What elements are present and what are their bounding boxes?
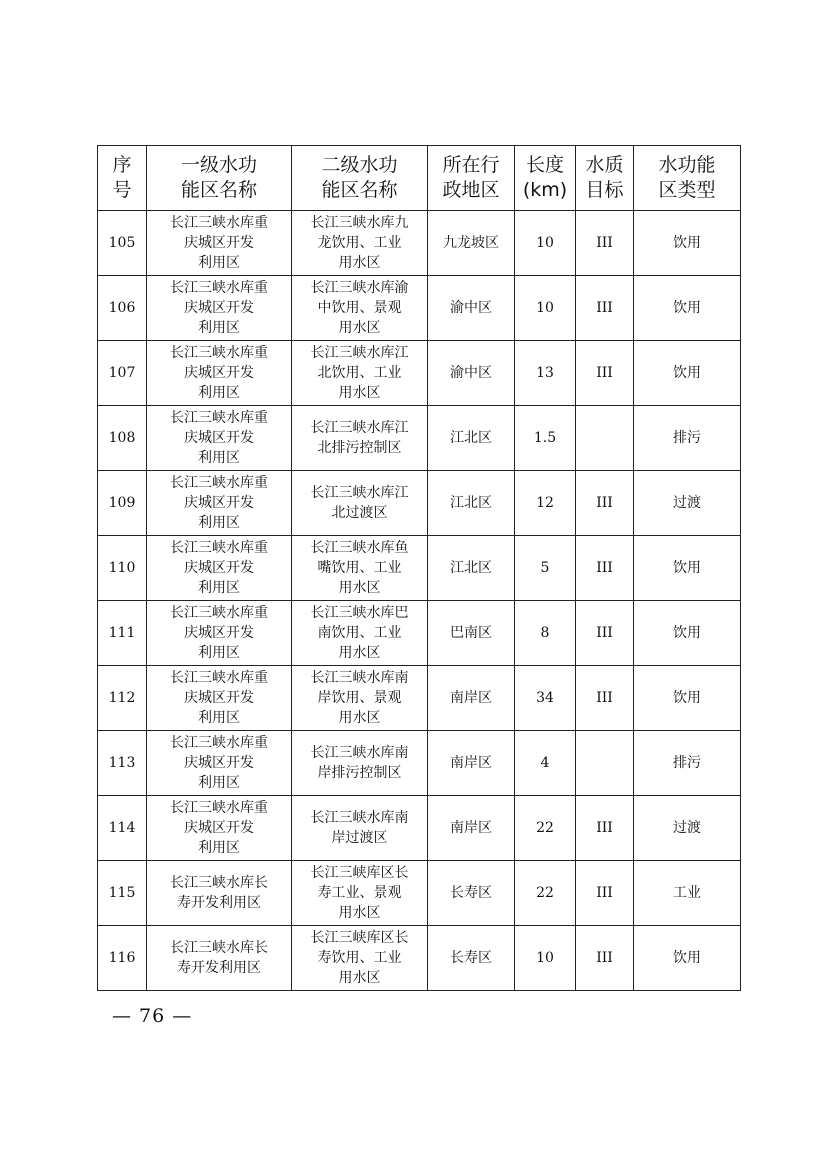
cell-level1-zone <box>147 861 292 926</box>
cell-length: 22 <box>515 861 576 926</box>
cell-level2-zone <box>292 536 428 601</box>
cell-level2-zone-line: 长江三峡水库九 <box>310 215 409 231</box>
cell-level1-zone-line: 长江三峡水库长 <box>170 940 268 956</box>
cell-serial-no: 113 <box>98 731 147 796</box>
cell-zone-type: 工业 <box>634 861 741 926</box>
cell-level2-zone <box>292 796 428 861</box>
cell-quality-target: III <box>576 861 634 926</box>
cell-level1-zone-line: 庆城区开发 <box>184 625 254 641</box>
cell-level2-zone <box>292 211 428 276</box>
cell-level1-zone-line: 寿开发利用区 <box>177 960 261 976</box>
cell-level2-zone <box>292 341 428 406</box>
cell-region: 南岸区 <box>428 731 515 796</box>
table-row <box>98 796 741 861</box>
cell-level2-zone <box>292 601 428 666</box>
cell-level2-zone-line: 北排污控制区 <box>317 440 402 456</box>
cell-length: 10 <box>515 211 576 276</box>
table-body <box>98 211 741 991</box>
cell-level1-zone <box>147 471 292 536</box>
cell-level1-zone-line: 庆城区开发 <box>184 495 254 511</box>
table-row <box>98 926 741 991</box>
cell-level1-zone-line: 长江三峡水库重 <box>170 670 268 686</box>
cell-region: 江北区 <box>428 536 515 601</box>
cell-level1-zone-line: 利用区 <box>198 580 240 596</box>
cell-level1-zone-line: 利用区 <box>198 645 240 661</box>
cell-level1-zone-line: 利用区 <box>198 385 240 401</box>
cell-zone-type: 饮用 <box>634 666 741 731</box>
table-header-row <box>98 146 741 211</box>
cell-level2-zone-line: 长江三峡水库江 <box>310 345 409 361</box>
cell-level2-zone-line: 用水区 <box>338 970 381 986</box>
table-row <box>98 536 741 601</box>
cell-level1-zone <box>147 536 292 601</box>
table-row <box>98 471 741 536</box>
cell-level1-zone <box>147 666 292 731</box>
cell-level1-zone-line: 庆城区开发 <box>184 300 254 316</box>
page-number: — 76 — <box>112 1005 193 1027</box>
cell-level1-zone <box>147 926 292 991</box>
cell-level2-zone-line: 龙饮用、工业 <box>317 235 402 251</box>
cell-level2-zone-line: 长江三峡水库巴 <box>310 605 409 621</box>
cell-level2-zone-line: 用水区 <box>338 255 381 271</box>
cell-level1-zone <box>147 601 292 666</box>
cell-level1-zone-line: 寿开发利用区 <box>177 895 261 911</box>
cell-region: 长寿区 <box>428 926 515 991</box>
cell-serial-no: 105 <box>98 211 147 276</box>
header-zone-type: 水功能 区类型 <box>634 146 741 211</box>
cell-serial-no: 110 <box>98 536 147 601</box>
cell-level2-zone-line: 寿工业、景观 <box>317 885 402 901</box>
cell-serial-no: 106 <box>98 276 147 341</box>
cell-length: 22 <box>515 796 576 861</box>
cell-serial-no: 107 <box>98 341 147 406</box>
cell-level1-zone-line: 利用区 <box>198 710 240 726</box>
cell-level1-zone-line: 庆城区开发 <box>184 235 254 251</box>
cell-region: 江北区 <box>428 471 515 536</box>
cell-level2-zone-line: 长江三峡库区长 <box>310 865 409 881</box>
cell-level1-zone-line: 利用区 <box>198 255 240 271</box>
cell-length: 10 <box>515 926 576 991</box>
cell-level1-zone <box>147 731 292 796</box>
cell-zone-type: 饮用 <box>634 211 741 276</box>
cell-level2-zone-line: 长江三峡水库江 <box>310 420 409 436</box>
water-function-zone-table <box>97 145 741 991</box>
cell-level2-zone-line: 长江三峡水库南 <box>310 810 409 826</box>
cell-level2-zone-line: 长江三峡水库江 <box>310 485 409 501</box>
cell-level1-zone-line: 庆城区开发 <box>184 560 254 576</box>
cell-zone-type: 饮用 <box>634 926 741 991</box>
cell-quality-target: III <box>576 926 634 991</box>
cell-quality-target: III <box>576 471 634 536</box>
cell-level1-zone-line: 长江三峡水库重 <box>170 540 268 556</box>
cell-serial-no: 112 <box>98 666 147 731</box>
table-row <box>98 406 741 471</box>
cell-level1-zone-line: 庆城区开发 <box>184 755 254 771</box>
header-level2-zone-name: 二级水功 能区名称 <box>292 146 428 211</box>
cell-zone-type: 排污 <box>634 406 741 471</box>
cell-level2-zone <box>292 406 428 471</box>
cell-level1-zone-line: 长江三峡水库重 <box>170 410 268 426</box>
header-length: 长度 (km) <box>515 146 576 211</box>
cell-region: 南岸区 <box>428 796 515 861</box>
header-serial-no: 序 号 <box>98 146 147 211</box>
cell-level2-zone-line: 用水区 <box>338 320 381 336</box>
cell-level1-zone-line: 长江三峡水库重 <box>170 800 268 816</box>
cell-level1-zone <box>147 796 292 861</box>
cell-length: 1.5 <box>515 406 576 471</box>
cell-level2-zone-line: 寿饮用、工业 <box>317 950 402 966</box>
cell-level1-zone-line: 长江三峡水库重 <box>170 605 268 621</box>
cell-quality-target: III <box>576 796 634 861</box>
cell-zone-type: 过渡 <box>634 796 741 861</box>
cell-length: 10 <box>515 276 576 341</box>
cell-length: 13 <box>515 341 576 406</box>
cell-level1-zone-line: 长江三峡水库长 <box>170 875 268 891</box>
cell-quality-target: III <box>576 276 634 341</box>
header-admin-region: 所在行 政地区 <box>428 146 515 211</box>
cell-region: 南岸区 <box>428 666 515 731</box>
cell-level1-zone-line: 利用区 <box>198 775 240 791</box>
cell-level2-zone <box>292 926 428 991</box>
cell-level2-zone-line: 中饮用、景观 <box>317 300 402 316</box>
cell-level2-zone-line: 用水区 <box>338 710 381 726</box>
cell-level1-zone-line: 利用区 <box>198 450 240 466</box>
cell-level2-zone-line: 北饮用、工业 <box>317 365 402 381</box>
cell-level2-zone-line: 长江三峡水库南 <box>310 670 409 686</box>
cell-level2-zone-line: 长江三峡水库鱼 <box>310 540 409 556</box>
cell-quality-target: III <box>576 666 634 731</box>
table-row <box>98 731 741 796</box>
cell-serial-no: 109 <box>98 471 147 536</box>
cell-level2-zone-line: 用水区 <box>338 580 381 596</box>
cell-level2-zone-line: 用水区 <box>338 645 381 661</box>
cell-zone-type: 饮用 <box>634 276 741 341</box>
cell-level2-zone <box>292 471 428 536</box>
cell-serial-no: 115 <box>98 861 147 926</box>
cell-level2-zone-line: 北过渡区 <box>331 505 388 521</box>
cell-level1-zone-line: 长江三峡水库重 <box>170 475 268 491</box>
cell-length: 34 <box>515 666 576 731</box>
cell-zone-type: 排污 <box>634 731 741 796</box>
table-row <box>98 211 741 276</box>
cell-level2-zone-line: 用水区 <box>338 385 381 401</box>
cell-level2-zone-line: 长江三峡库区长 <box>310 930 409 946</box>
cell-level1-zone-line: 庆城区开发 <box>184 430 254 446</box>
cell-serial-no: 116 <box>98 926 147 991</box>
cell-quality-target: III <box>576 211 634 276</box>
cell-region: 长寿区 <box>428 861 515 926</box>
cell-level2-zone-line: 岸饮用、景观 <box>317 690 402 706</box>
cell-level1-zone-line: 长江三峡水库重 <box>170 215 268 231</box>
table-row <box>98 341 741 406</box>
cell-zone-type: 饮用 <box>634 601 741 666</box>
cell-zone-type: 饮用 <box>634 536 741 601</box>
cell-quality-target: III <box>576 341 634 406</box>
cell-length: 5 <box>515 536 576 601</box>
cell-region: 渝中区 <box>428 341 515 406</box>
cell-level2-zone-line: 岸过渡区 <box>331 830 388 846</box>
cell-level2-zone-line: 长江三峡水库南 <box>310 745 409 761</box>
cell-region: 渝中区 <box>428 276 515 341</box>
cell-level2-zone <box>292 861 428 926</box>
cell-level2-zone <box>292 276 428 341</box>
cell-level2-zone <box>292 731 428 796</box>
cell-level1-zone-line: 庆城区开发 <box>184 820 254 836</box>
cell-zone-type: 过渡 <box>634 471 741 536</box>
cell-level2-zone-line: 长江三峡水库渝 <box>310 280 409 296</box>
cell-quality-target <box>576 406 634 471</box>
cell-region: 江北区 <box>428 406 515 471</box>
cell-quality-target: III <box>576 601 634 666</box>
cell-level1-zone <box>147 276 292 341</box>
cell-zone-type: 饮用 <box>634 341 741 406</box>
cell-length: 4 <box>515 731 576 796</box>
cell-level2-zone <box>292 666 428 731</box>
cell-level2-zone-line: 嘴饮用、工业 <box>317 560 402 576</box>
cell-level1-zone-line: 利用区 <box>198 515 240 531</box>
cell-level2-zone-line: 岸排污控制区 <box>317 765 402 781</box>
cell-level1-zone-line: 长江三峡水库重 <box>170 280 268 296</box>
cell-level2-zone-line: 用水区 <box>338 905 381 921</box>
table-row <box>98 666 741 731</box>
cell-level1-zone-line: 利用区 <box>198 840 240 856</box>
cell-level1-zone-line: 庆城区开发 <box>184 365 254 381</box>
header-water-quality-target: 水质 目标 <box>576 146 634 211</box>
cell-level1-zone-line: 庆城区开发 <box>184 690 254 706</box>
table-row <box>98 601 741 666</box>
cell-serial-no: 111 <box>98 601 147 666</box>
cell-level1-zone <box>147 406 292 471</box>
cell-level1-zone-line: 长江三峡水库重 <box>170 345 268 361</box>
cell-region: 九龙坡区 <box>428 211 515 276</box>
table-row <box>98 861 741 926</box>
cell-level2-zone-line: 南饮用、工业 <box>317 625 402 641</box>
cell-length: 8 <box>515 601 576 666</box>
table-row <box>98 276 741 341</box>
cell-serial-no: 108 <box>98 406 147 471</box>
cell-level1-zone <box>147 211 292 276</box>
cell-quality-target: III <box>576 536 634 601</box>
cell-level1-zone-line: 利用区 <box>198 320 240 336</box>
cell-serial-no: 114 <box>98 796 147 861</box>
cell-level1-zone-line: 长江三峡水库重 <box>170 735 268 751</box>
cell-quality-target <box>576 731 634 796</box>
cell-length: 12 <box>515 471 576 536</box>
cell-level1-zone <box>147 341 292 406</box>
header-level1-zone-name: 一级水功 能区名称 <box>147 146 292 211</box>
cell-region: 巴南区 <box>428 601 515 666</box>
